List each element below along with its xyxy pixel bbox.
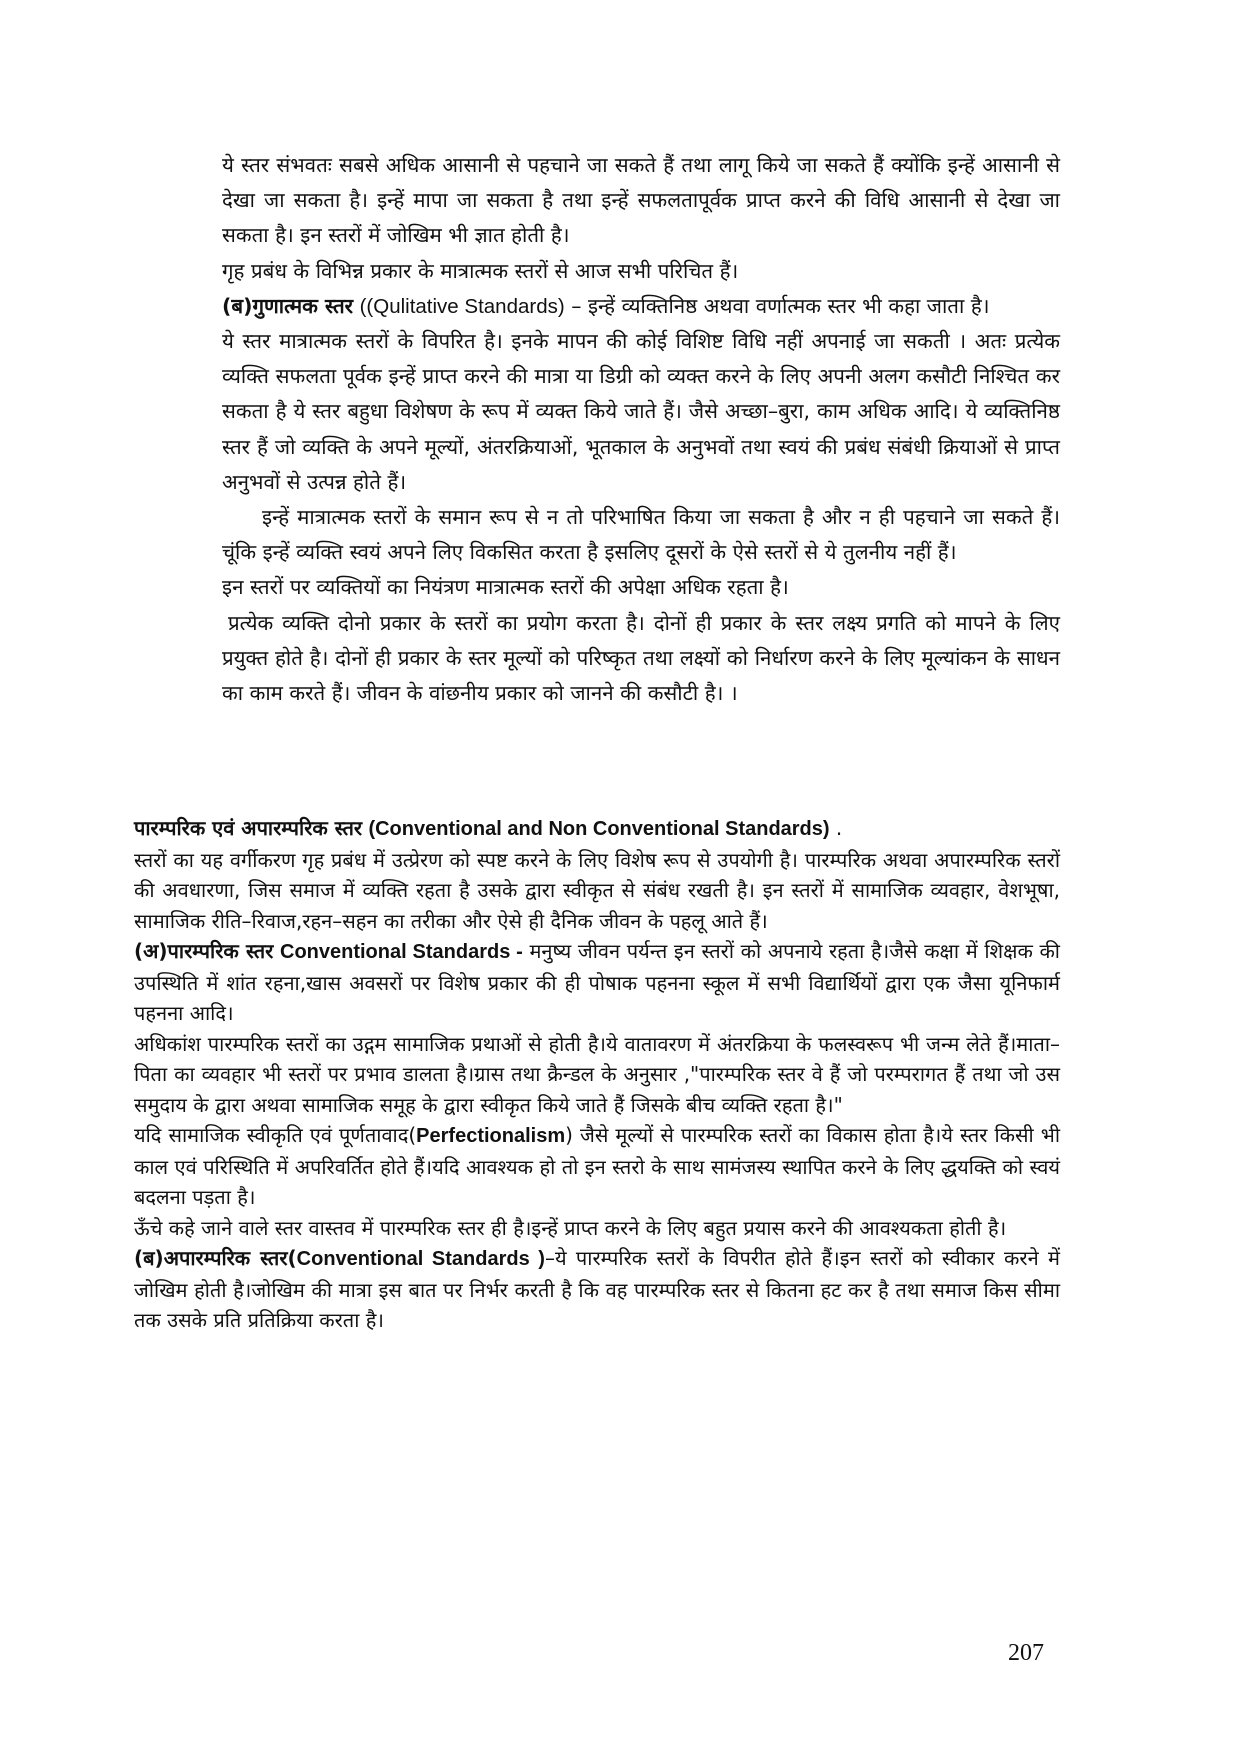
paragraph-qualitative-description: ये स्तर मात्रात्मक स्तरों के विपरित है। इनके मापन की कोई विशिष्ट विधि नहीं अपनाई जा सकती । अतः प्रत्येक व्यक्ति सफलता पूर्वक इन्हें प्राप्त करने की मात्रा या डिग्री को व्यक्त करने के लिए अपनी अलग कसौटी निश्चित कर सकता है ये स्तर बहुधा विशेषण के रूप में व्यक्त किये जाते हैं। जैसे अच्छा–बुरा, काम अधिक आदि। ये व्यक्तिनिष्ठ स्तर हैं जो व्यक्ति के अपने मूल्यों, अंतरक्रियाओं, भूतकाल के अनुभवों तथा स्वयं की प्रबंध संबंधी क्रियाओं से प्राप्त अनुभवों से उत्पन्न होते हैं। (222, 329, 1060, 494)
paragraph-qualitative-heading (222, 289, 1060, 324)
paragraph-non-conventional (134, 1243, 1060, 1336)
conventional-description: मनुष्य जीवन पर्यन्त इन स्तरों को अपनाये रहता है।जैसे कक्षा में शिक्षक की उपस्थिति में शांत रहना,खास अवसरों पर विशेष प्रकार की ही पोषाक पहनना स्कूल में सभी विद्यार्थियों द्वारा एक जैसा यूनिफार्म पहनना आदि। (134, 939, 1060, 1025)
section-heading (134, 813, 1060, 845)
paragraph-perfectionalism (134, 1120, 1060, 1213)
non-conventional-description: –ये पारम्परिक स्तरों के विपरीत होते हैं।इन स्तरों को स्वीकार करने में जोखिम होती है।जोखिम की मात्रा इस बात पर निर्भर करती है कि वह पारम्परिक स्तर से कितना हट कर है तथा समाज किस सीमा तक उसके प्रति प्रतिक्रिया करता है। (134, 1246, 1061, 1332)
paragraph-conventional (134, 936, 1060, 1029)
paragraph-both-types: प्रत्येक व्यक्ति दोनो प्रकार के स्तरों का प्रयोग करता है। दोनों ही प्रकार के स्तर लक्ष्य प्रगति को मापने के लिए प्रयुक्त होते है। दोनों ही प्रकार के स्तर मूल्यों को परिष्कृत तथा लक्ष्यों को निर्धारण करने के लिए मूल्यांकन के साधन का काम करते हैं। जीवन के वांछनीय प्रकार को जानने की कसौटी है। । (222, 610, 1060, 706)
qualitative-english-term: ((Qulitative Standards) (359, 294, 565, 318)
qualitative-definition: – इन्हें व्यक्तिनिष्ठ अथवा वर्णात्मक स्तर भी कहा जाता है। (571, 293, 990, 318)
paragraph-quantitative-familiar: गृह प्रबंध के विभिन्न प्रकार के मात्रात्मक स्तरों से आज सभी परिचित हैं। (222, 258, 739, 283)
lower-text-block (134, 813, 1060, 1336)
section-heading-tail: . (829, 816, 843, 840)
paragraph-origin: अधिकांश पारम्परिक स्तरों का उद्गम सामाजिक प्रथाओं से होती है।ये वातावरण में अंतरक्रिया के फलस्वरूप भी जन्म लेते हैं।माता–पिता का व्यवहार भी स्तरों पर प्रभाव डालता है।ग्रास तथा क्रैन्डल के अनुसार ,"पारम्परिक स्तर वे हैं जो परम्परागत हैं तथा जो उस समुदाय के द्वारा अथवा सामाजिक समूह के द्वारा स्वीकृत किये जाते हैं जिसके बीच व्यक्ति रहता है।" (134, 1031, 1060, 1117)
perfectionalism-lead: यदि सामाजिक स्वीकृति एवं पूर्णतावाद( (134, 1123, 417, 1147)
qualitative-heading: (ब)गुणात्मक स्तर (222, 293, 354, 318)
paragraph-high-standards: ऊँचे कहे जाने वाले स्तर वास्तव में पारम्परिक स्तर ही है।इन्हें प्राप्त करने के लिए बहुत प्रयास करने की आवश्यकता होती है। (134, 1215, 1007, 1240)
paragraph-control: इन स्तरों पर व्यक्तियों का नियंत्रण मात्रात्मक स्तरों की अपेक्षा अधिक रहता है। (222, 575, 789, 600)
perfectionalism-term: Perfectionalism (416, 1125, 566, 1147)
upper-text-block (222, 148, 1060, 711)
section-heading-english: (Conventional and Non Conventional Standards) (368, 818, 830, 840)
paragraph-measurable-standards: ये स्तर संभवतः सबसे अधिक आसानी से पहचाने जा सकते हैं तथा लागू किये जा सकते हैं क्योंकि इन्हें आसानी से देखा जा सकता है। इन्हें मापा जा सकता है तथा इन्हें सफलतापूर्वक प्राप्त करने की विधि आसानी से देखा जा सकता है। इन स्तरों में जोखिम भी ज्ञात होती है। (222, 153, 1060, 248)
conventional-english-term: Conventional Standards - (280, 941, 523, 963)
non-conventional-english-term: Conventional Standards ) (296, 1248, 545, 1270)
conventional-heading: (अ)पारम्परिक स्तर (134, 939, 274, 963)
perfectionalism-rest: ) जैसे मूल्यों से पारम्परिक स्तरों का विकास होता है।ये स्तर किसी भी काल एवं परिस्थिति में अपरिवर्तित होते हैं।यदि आवश्यक हो तो इन स्तरो के साथ सामंजस्य स्थापित करने के लिए द्धयक्ति को स्वयं बदलना पड़ता है। (134, 1123, 1060, 1209)
paragraph-not-definable: इन्हें मात्रात्मक स्तरों के समान रूप से न तो परिभाषित किया जा सकता है और न ही पहचाने जा सकते हैं। चूंकि इन्हें व्यक्ति स्वयं अपने लिए विकसित करता है इसलिए दूसरों के ऐसे स्तरों से ये तुलनीय नहीं हैं। (222, 505, 1060, 565)
page-number: 207 (1008, 1640, 1044, 1666)
non-conventional-heading: (ब)अपारम्परिक स्तर( (134, 1246, 297, 1270)
section-heading-hindi: पारम्परिक एवं अपारम्परिक स्तर (134, 816, 363, 840)
paragraph-classification: स्तरों का यह वर्गीकरण गृह प्रबंध में उत्प्रेरण को स्पष्ट करने के लिए विशेष रूप से उपयोगी है। पारम्परिक अथवा अपारम्परिक स्तरों की अवधारणा, जिस समाज में व्यक्ति रहता है उसके द्वारा स्वीकृत से संबंध रखती है। इन स्तरों में सामाजिक व्यवहार, वेशभूषा, सामाजिक रीति–रिवाज,रहन–सहन का तरीका और ऐसे ही दैनिक जीवन के पहलू आते हैं। (134, 847, 1060, 933)
